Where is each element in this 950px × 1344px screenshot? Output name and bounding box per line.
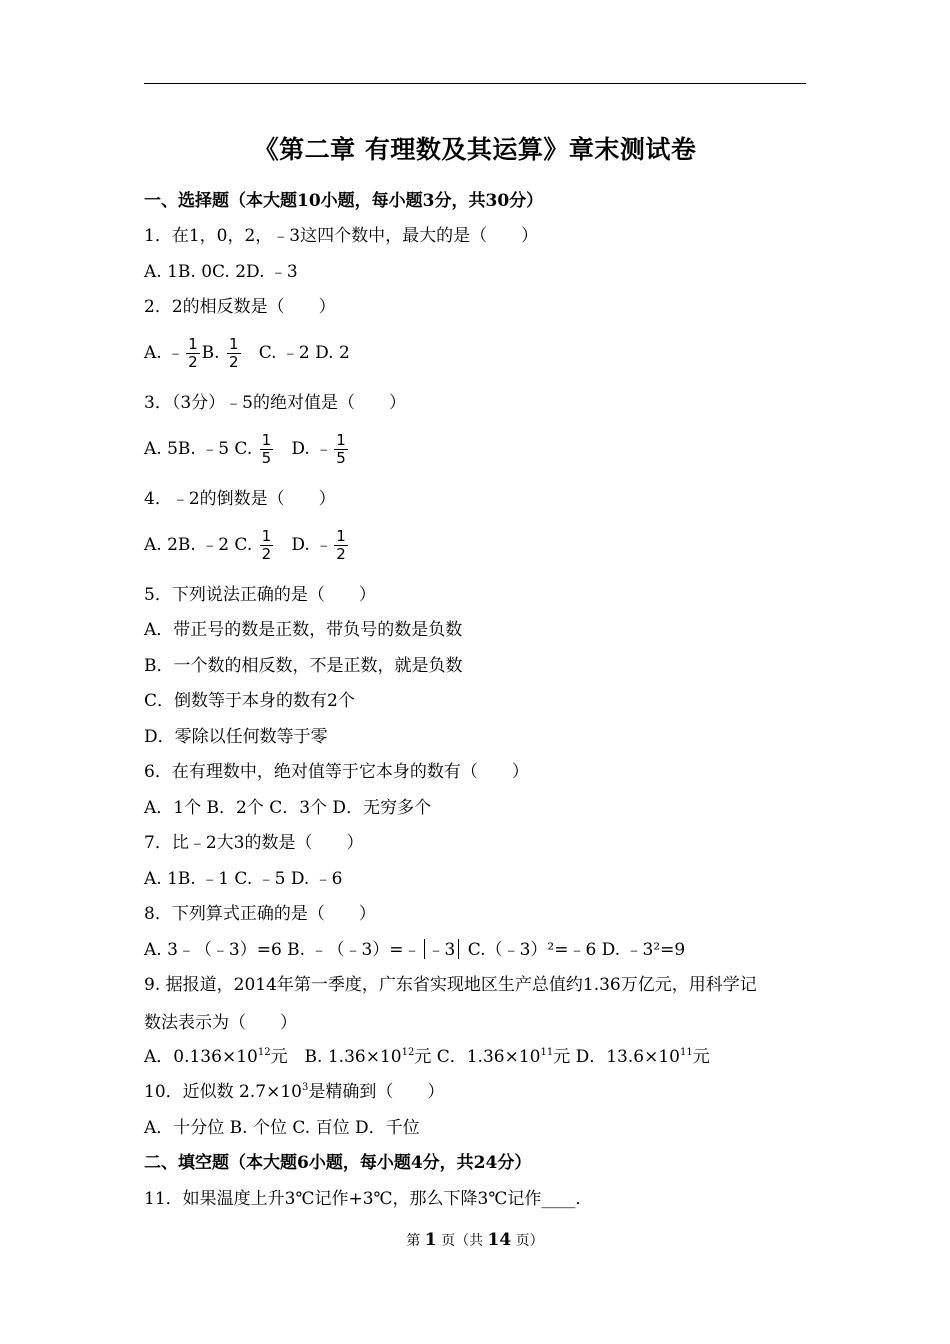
question-2: 2．2的相反数是（ ） bbox=[144, 297, 336, 317]
question-9-options: A．$0.136\times 10^{12}$元 B. $1.36\times 10^{12}$元 C．$1.36\times 10^{11}$元 D．$13.6\times 10^{11}$元 bbox=[144, 1047, 710, 1067]
fraction-d: $\frac{1}{5}$ bbox=[336, 431, 346, 467]
fraction-c: $\frac{1}{2}$ bbox=[261, 527, 272, 563]
page-title: 《第二章 有理数及其运算》章末测试卷 bbox=[253, 135, 697, 164]
question-5-option-c: C．倒数等于本身的数有2个 bbox=[144, 691, 355, 711]
question-4: 4．﹣2的倒数是（ ） bbox=[144, 489, 336, 509]
fraction-b: $\frac{1}{2}$ bbox=[228, 335, 239, 371]
question-4-options: A. 2B. ﹣2 C. $\frac{1}{2}$ D. ﹣ $\frac{1}{2}$ bbox=[144, 527, 346, 563]
question-2-options bbox=[144, 336, 350, 371]
question-10-options: A．十分位 B. 个位 C. 百位 D．千位 bbox=[144, 1118, 420, 1138]
question-7: 7．比﹣2大3的数是（ ） bbox=[144, 833, 364, 853]
fraction-a: $\frac{1}{2}$ bbox=[188, 335, 198, 371]
page-total: 14 bbox=[487, 1230, 512, 1250]
option-b-label: B. bbox=[201, 343, 220, 363]
absolute-value-bar bbox=[458, 939, 459, 959]
question-9-line-2: 数法表示为（ ） bbox=[144, 1013, 297, 1033]
question-3: 3．（3分）﹣5的绝对值是（ ） bbox=[144, 393, 406, 413]
question-6-options: A．1个 B．2个 C．3个 D．无穷多个 bbox=[144, 798, 432, 818]
question-8-options: A. 3﹣（﹣3）=6 B. ﹣（﹣3）=﹣ ﹣3 C.（﹣3）²=﹣6 D. ﹣3²=9 bbox=[144, 940, 686, 960]
question-5: 5．下列说法正确的是（ ） bbox=[144, 585, 376, 605]
question-6: 6．在有理数中，绝对值等于它本身的数有（ ） bbox=[144, 762, 529, 782]
page-number: 1 bbox=[424, 1230, 437, 1250]
option-cd-label: C. ﹣2 D. 2 bbox=[258, 343, 350, 363]
question-3-options: A. 5B. ﹣5 C. $\frac{1}{5}$ D. ﹣ $\frac{1}{5}$ bbox=[144, 431, 346, 467]
question-8: 8．下列算式正确的是（ ） bbox=[144, 904, 376, 924]
absolute-value-bar bbox=[424, 939, 425, 959]
option-a-label: A. ﹣ bbox=[144, 343, 185, 363]
question-7-options: A. 1B. ﹣1 C. ﹣5 D. ﹣6 bbox=[144, 869, 343, 889]
question-5-option-b: B．一个数的相反数，不是正数，就是负数 bbox=[144, 656, 463, 676]
section-heading-fill-in: 二、填空题（本大题6小题，每小题4分，共24分） bbox=[144, 1153, 532, 1173]
question-11: 11．如果温度上升3℃记作+3℃，那么下降3℃记作____． bbox=[144, 1189, 593, 1209]
fraction-c: $\frac{1}{5}$ bbox=[261, 431, 272, 467]
question-10: 10．近似数 $2.7\times 10^3$是精确到（ ） bbox=[144, 1082, 445, 1102]
page-footer: 第 1 页（共 14 页） bbox=[406, 1230, 544, 1250]
question-1: 1．在1，0，2，﹣3这四个数中，最大的是（ ） bbox=[144, 226, 539, 246]
section-heading-choice: 一、选择题（本大题10小题，每小题3分，共30分） bbox=[144, 191, 544, 211]
question-9-line-1: 9. 据报道，2014年第一季度，广东省实现地区生产总值约1.36万亿元，用科学记 bbox=[144, 975, 757, 995]
header-rule bbox=[144, 83, 806, 84]
question-5-option-a: A．带正号的数是正数，带负号的数是负数 bbox=[144, 620, 463, 640]
fraction-d: $\frac{1}{2}$ bbox=[336, 527, 346, 563]
question-1-options: A. 1B. 0C. 2D. ﹣3 bbox=[144, 262, 298, 282]
question-5-option-d: D．零除以任何数等于零 bbox=[144, 727, 328, 747]
